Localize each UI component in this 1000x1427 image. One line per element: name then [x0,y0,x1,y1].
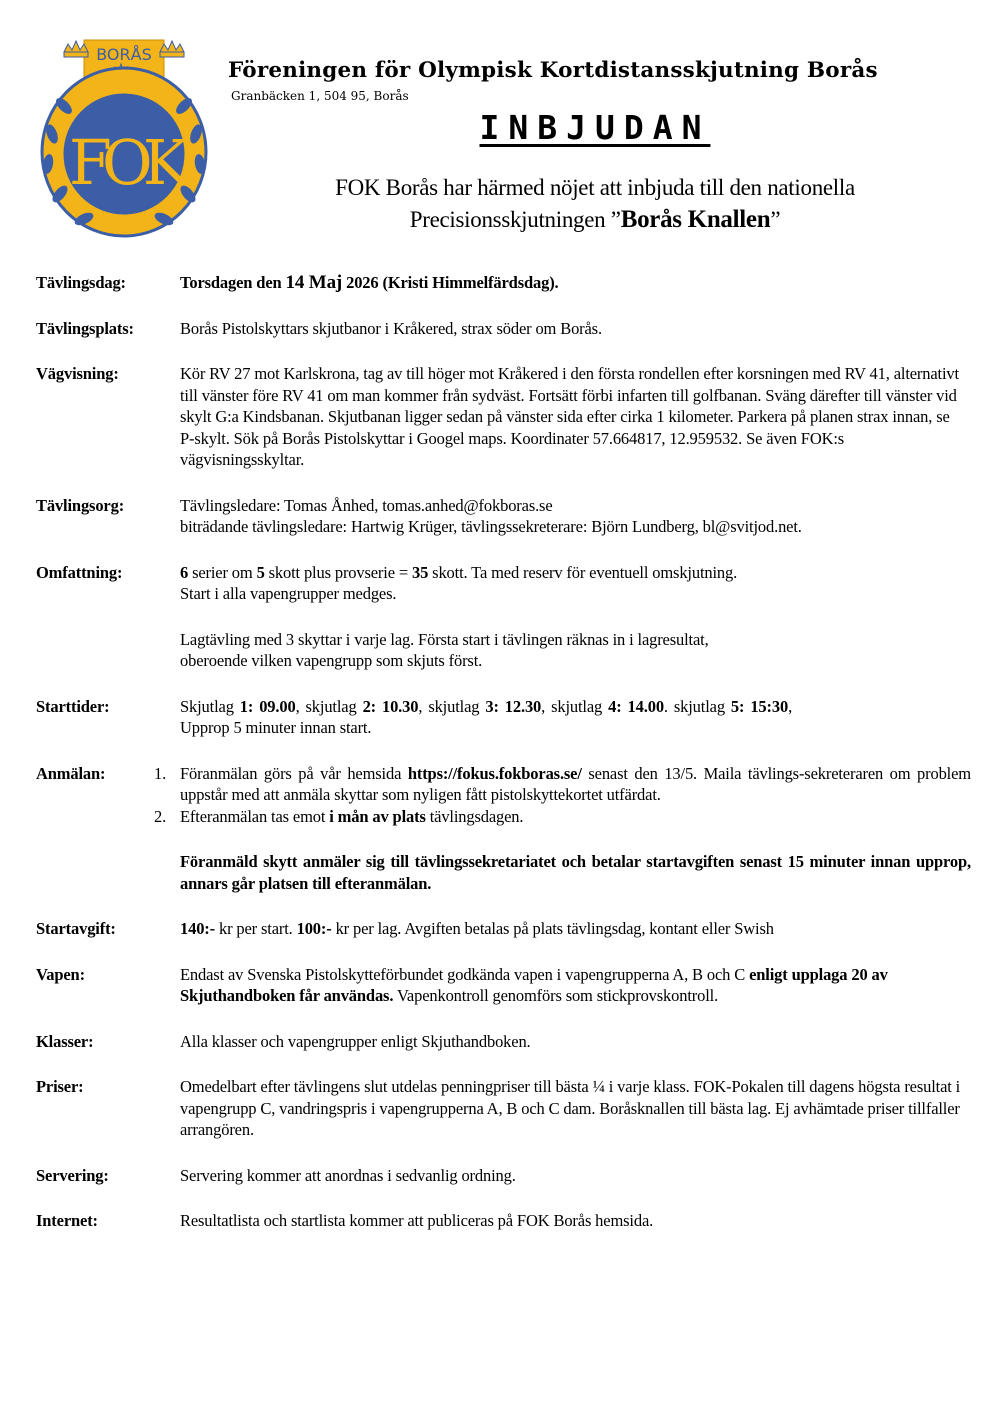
competition-date: 14 Maj [285,272,343,293]
registration-note: Föranmäld skytt anmäler sig till tävlingssekretariatet och betalar startavgiften senast 15 minuter innan upprop, annars går platsen till efteranmälan. [180,852,971,893]
section-tavlingsplats [36,318,971,340]
section-label: Tävlingsdag: [36,273,126,292]
slot-1 [180,697,306,716]
organization-name: Föreningen för Olympisk Kortdistansskjutning Borås [228,58,878,83]
section-value [180,562,971,672]
text: Efteranmälan tas emot [180,806,330,826]
slot-4 [551,697,674,716]
event-name: Borås Knallen [620,206,771,233]
section-value: Servering kommer att anordnas i sedvanlig ordning. [180,1165,516,1185]
slot-3 [428,697,551,716]
section-value [180,696,971,739]
text: , [541,696,552,716]
section-value: Borås Pistolskyttars skjutbanor i Kråkered, strax söder om Borås. [180,318,602,338]
section-label: Tävlingsorg: [36,495,125,515]
section-label: Internet: [36,1211,98,1230]
section-value [180,918,971,940]
shots-per-series: 5 [256,562,265,582]
text: Vapenkontroll genomförs som stickprovskontroll. [393,986,719,1005]
section-tavlingsorg [36,495,971,538]
emphasis: i mån av plats [329,806,426,826]
start-times-line [180,696,971,718]
text: kr per lag. Avgiften betalas på plats tävlingsdag, kontant eller Swish [331,919,774,938]
series-count: 6 [180,562,189,582]
slot-time: 4: 14.00 [608,696,664,716]
title-text: INBJUDAN [479,108,711,147]
text: , [788,696,793,716]
text: , [418,696,429,716]
item-text [180,806,971,828]
text: senast den 13/5. Maila tävlings-sekreteraren om problem uppstår med att anmäla skyttar som nyligen fått pistolskyttekortet utfärdat. [180,763,971,804]
text: . [663,696,674,716]
section-value [180,272,971,294]
slot-time: 5: 15:30 [730,696,789,716]
section-value: Alla klasser och vapengrupper enligt Skjuthandboken. [180,1031,531,1051]
text: skjutlag [305,696,363,716]
section-label: Anmälan: [36,763,106,783]
section-label: Priser: [36,1077,84,1096]
section-label: Tävlingsplats: [36,318,134,338]
section-label: Klasser: [36,1031,94,1051]
section-label: Vapen: [36,964,85,984]
registration-item-1 [154,763,971,806]
total-shots: 35 [412,562,429,582]
section-vapen [36,964,971,1007]
section-servering [36,1165,971,1187]
org-assistants: biträdande tävlingsledare: Hartwig Krüger, tävlingssekreterare: Björn Lundberg, bl@svitjod.net. [180,517,802,536]
section-startavgift [36,918,971,940]
section-internet [36,1210,971,1232]
item-number: 1. [154,763,167,783]
section-omfattning [36,562,971,672]
text: serier om [188,562,257,582]
text: Endast av Svenska Pistolskytteförbundet godkända vapen i vapengrupperna A, B och C [180,964,750,984]
team-line-2: oberoende vilken vapengrupp som skjuts först. [180,651,483,670]
date-post: 2026 (Kristi Himmelfärdsdag). [342,273,559,292]
scope-line-2: Start i alla vapengrupper medges. [180,584,397,603]
text: Föranmälan görs på vår hemsida [180,763,408,783]
section-label: Startavgift: [36,919,116,938]
registration-item-2 [154,806,971,828]
text: Skjutlag [180,696,240,716]
logo-monogram: FOK [68,126,180,199]
text: kr per start. [215,919,297,938]
intro-text [0,172,1000,236]
date-pre: Torsdagen den [180,273,286,292]
intro-pre: Precisionsskjutningen ” [409,207,621,232]
emphasis: enligt upplaga 20 av Skjuthandboken får användas. [180,964,888,1005]
item-text [180,763,971,806]
section-value: Resultatlista och startlista kommer att publiceras på FOK Borås hemsida. [180,1211,654,1230]
registration-link[interactable]: https://fokus.fokboras.se/ [407,763,582,783]
intro-line-1: FOK Borås har härmed nöjet att inbjuda till den nationella [335,175,855,200]
text: , [295,696,306,716]
text: skjutlag [428,696,486,716]
scope-line-1 [180,562,971,584]
slot-5 [674,697,792,716]
section-label: Omfattning: [36,562,123,582]
team-line-1: Lagtävling med 3 skyttar i varje lag. Första start i tävlingen räknas in i lagresultat, [180,629,709,649]
text: tävlingsdagen. [425,806,524,826]
section-value [180,964,971,1007]
rollcall-note: Upprop 5 minuter innan start. [180,718,372,737]
section-value [180,495,971,538]
section-label: Vägvisning: [36,364,119,383]
section-value [154,763,971,895]
text: skjutlag [673,696,731,716]
section-priser [36,1076,971,1141]
intro-line-2 [0,204,1000,236]
section-starttider [36,696,971,739]
text: skjutlag [551,696,609,716]
slot-2 [306,697,429,716]
text: skott plus provserie = [264,562,412,582]
slot-time: 3: 12.30 [485,696,542,716]
logo-top-text: BORÅS [96,45,152,64]
fee-per-start: 140:- [180,919,215,938]
section-label: Servering: [36,1165,109,1185]
section-tavlingsdag [36,272,971,294]
section-vagvisning [36,363,971,471]
org-leader: Tävlingsledare: Tomas Ånhed, tomas.anhed@fokboras.se [180,495,553,515]
section-value: Omedelbart efter tävlingens slut utdelas penningpriser till bästa ¼ i varje klass. FOK-Pokalen till dagens högsta resultat i vapengrupp C, vandringspris i vapengrupperna A, B och C dam. Boråsknallen till bästa lag. Ej avhämtade priser tillfaller arrangören. [180,1077,961,1139]
section-klasser [36,1031,971,1053]
slot-time: 1: 09.00 [239,696,296,716]
text: skott. Ta med reserv för eventuell omskjutning. [428,562,738,582]
intro-post: ” [770,207,781,232]
section-label: Starttider: [36,696,110,716]
section-value: Kör RV 27 mot Karlskrona, tag av till höger mot Kråkered i den första rondellen efter korsningen med RV 41, alternativt till vänster före RV 41 om man kommer från sydväst. Fortsätt förbi infarten till golfbanan. Sväng därefter till vänster vid skylt G:a Kindsbanan. Skjutbanan ligger sedan på vänster sida efter cirka 1 kilometer. Parkera på planen strax innan, se P-skylt. Sök på Borås Pistolskyttar i Googel maps. Koordinater 57.664817, 12.959532. Se även FOK:s vägvisningsskyltar. [180,364,959,469]
organization-address: Granbäcken 1, 504 95, Borås [231,89,409,103]
item-number: 2. [154,806,167,826]
slot-time: 2: 10.30 [362,696,419,716]
fee-per-team: 100:- [296,919,332,938]
document-title [0,108,1000,147]
section-anmalan [36,763,971,895]
invitation-sections [36,272,971,1232]
